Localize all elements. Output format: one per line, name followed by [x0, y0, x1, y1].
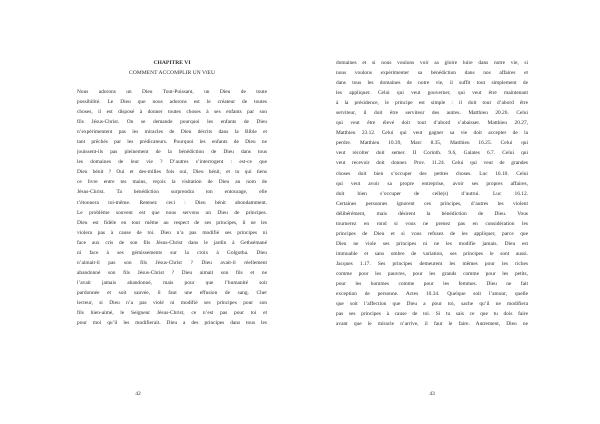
text-line: Dieu ne viole ses principes ni ne les modifie jamais. Dieu est [336, 240, 528, 247]
text-line: t’étonnera toi-même. Retenez ceci : Dieu bénit abondamment. [77, 199, 267, 206]
text-line: Jacques 1.17. Ses principes demeurent les mêmes pour les riches [336, 260, 528, 267]
text-line: choses doit bien s’occuper des petites choses. Luc 16.10. Celui [336, 170, 528, 177]
text-line: ce livre entre tes mains, reçois la visitation de Dieu au nom de [77, 179, 267, 186]
text-line: pour moi qu’il les modifierait. Dieu a des principes dans tous les [77, 320, 267, 327]
text-line: Matthieu 23.12. Celui qui veut gagner sa vie doit accepter de la [336, 130, 528, 137]
text-line: n’expérimentent pas les miracles de Dieu décrits dans la Bible et [77, 129, 267, 136]
text-line: immuable et sans ombre de variation, ses principes le sont aussi. [336, 250, 528, 257]
text-line: à la présidence, le principe est simple : il doit tout d’abord être [336, 100, 528, 107]
text-line: Nous adorons un Dieu Tout-Puissant, un Dieu de toute [77, 89, 267, 95]
text-line: veut recevoir doit donner. Prov. 11.24. Celui qui veut de grandes [336, 160, 528, 167]
chapter-heading [77, 58, 267, 78]
text-line: serviteur, il doit être serviteur des autres. Matthieu 20.26. Celui [336, 110, 528, 117]
text-line: tant prêchés par les prédicateurs. Pourquoi les enfants de Dieu ne [77, 139, 267, 146]
text-line: pardonnée et soit sauvée, il faut une effusion de sang. Cher [77, 289, 267, 296]
text-line: jouissent-ils pas pleinement de la bénédiction de Dieu dans tous [77, 149, 267, 156]
right-page-body [336, 58, 528, 329]
left-page-body [77, 87, 267, 328]
text-line: veut récolter doit semer. II Corinth. 9.6, Galates 6.7. Celui qui [336, 150, 528, 157]
text-line: ni face à ses gémissements sur la croix à Golgotha. Dieu [77, 249, 267, 256]
text-line: perdre. Matthieu 10.39, Marc 8.35, Matthieu 16.25. Celui qui [336, 140, 528, 147]
text-line: dans tous les domaines de notre vie, il suffit tout simplement de [336, 80, 528, 87]
text-line: possibilité. Le Dieu que nous adorons est le créateur de toutes [77, 99, 267, 106]
text-line: Certaines personnes ignorent ces principes, d’autres les violent [336, 200, 528, 207]
page-number-right: 43 [429, 391, 435, 397]
text-line: doit bien s’occuper de celle(s) d’autrui. Luc 16.12. [336, 190, 528, 197]
text-line: exception de personne. Actes 10.34. Quelque soit l’amour, quelle [336, 291, 528, 298]
chapter-title: CHAPITRE VI [153, 60, 191, 66]
right-page-text [336, 58, 528, 329]
text-line: choses, il est disposé à donner toutes choses à ses enfants par son [77, 109, 267, 116]
text-line: fils Jésus-Christ. On se demande pourquoi les enfants de Dieu [77, 119, 267, 126]
text-line: délibérément, mais désirent la bénédiction de Dieu. Vous [336, 210, 528, 217]
text-line: qui veut être élevé doit tout d’abord s’abaisser. Matthieu 20.27, [336, 120, 528, 127]
text-line: violera pas à cause de toi. Dieu n’a pas modifié ses principes ni [77, 229, 267, 236]
text-line: n’aimait-il pas son fils Jésus-Christ ? Dieu avait-il réellement [77, 259, 267, 266]
text-line: Le problème souvent est que nous servons un Dieu de principes. [77, 209, 267, 216]
left-page-text [77, 58, 267, 328]
page-number-left: 42 [135, 391, 141, 397]
text-line: Dieu est fidèle en tout même au respect de ses principes, il ne les [77, 219, 267, 226]
text-line: les appliquer. Celui qui veut gouverner, qui veut être maintenant [336, 90, 528, 97]
text-line: tournerez en rond si vous ne prenez pas en considération les [336, 220, 528, 227]
text-line: domaines et si nous voulons voir sa gloire luire dans notre vie, si [336, 60, 528, 66]
text-line: lecteur, si Dieu n’a pas violé ni modifié ses principes pour son [77, 299, 267, 306]
text-line: avant que le miracle n’arrive, il faut le faire. Autrement, Dieu ne [336, 321, 528, 328]
text-line: que soit l’affection que Dieu a pour toi, sache qu’il ne modifiera [336, 301, 528, 308]
text-line: face aux cris de son fils Jésus-Christ dans le jardin à Gethsémané [77, 239, 267, 246]
chapter-subtitle: COMMENT ACCOMPLIR UN VŒU [128, 70, 216, 76]
text-line: pour les hommes comme pour les femmes. Dieu ne fait [336, 281, 528, 288]
text-line: nous voulons expérimenter sa bénédiction dans nos affaires et [336, 70, 528, 77]
text-line: pas ses principes à cause de toi. Si tu sais ce que tu dois faire [336, 311, 528, 318]
text-line: qui veut avoir sa propre entreprise, avoir ses propres affaires, [336, 180, 528, 187]
text-line: comme pour les pauvres, pour les grands comme pour les petits, [336, 270, 528, 277]
text-line: abandonné son fils Jésus-Christ ? Dieu aimait son fils et ne [77, 269, 267, 276]
right-page [300, 0, 600, 424]
text-line: l’avait jamais abandonné, mais pour que l’humanité soit [77, 279, 267, 286]
text-line: fils bien-aimé, le Seigneur Jésus-Christ, ce n’est pas pour toi et [77, 310, 267, 317]
text-line: Dieu bénit ? Oui et des-milles fois oui, Dieu bénit, et tu qui tiens [77, 169, 267, 176]
text-line: principes de Dieu et si vous refusez de les appliquer, parce que [336, 230, 528, 237]
text-line: Jésus-Christ. Ta bénédiction surprendra ton entourage, elle [77, 189, 267, 196]
text-line: les domaines de leur vie ? D’autres s’interrogent : est-ce que [77, 159, 267, 166]
